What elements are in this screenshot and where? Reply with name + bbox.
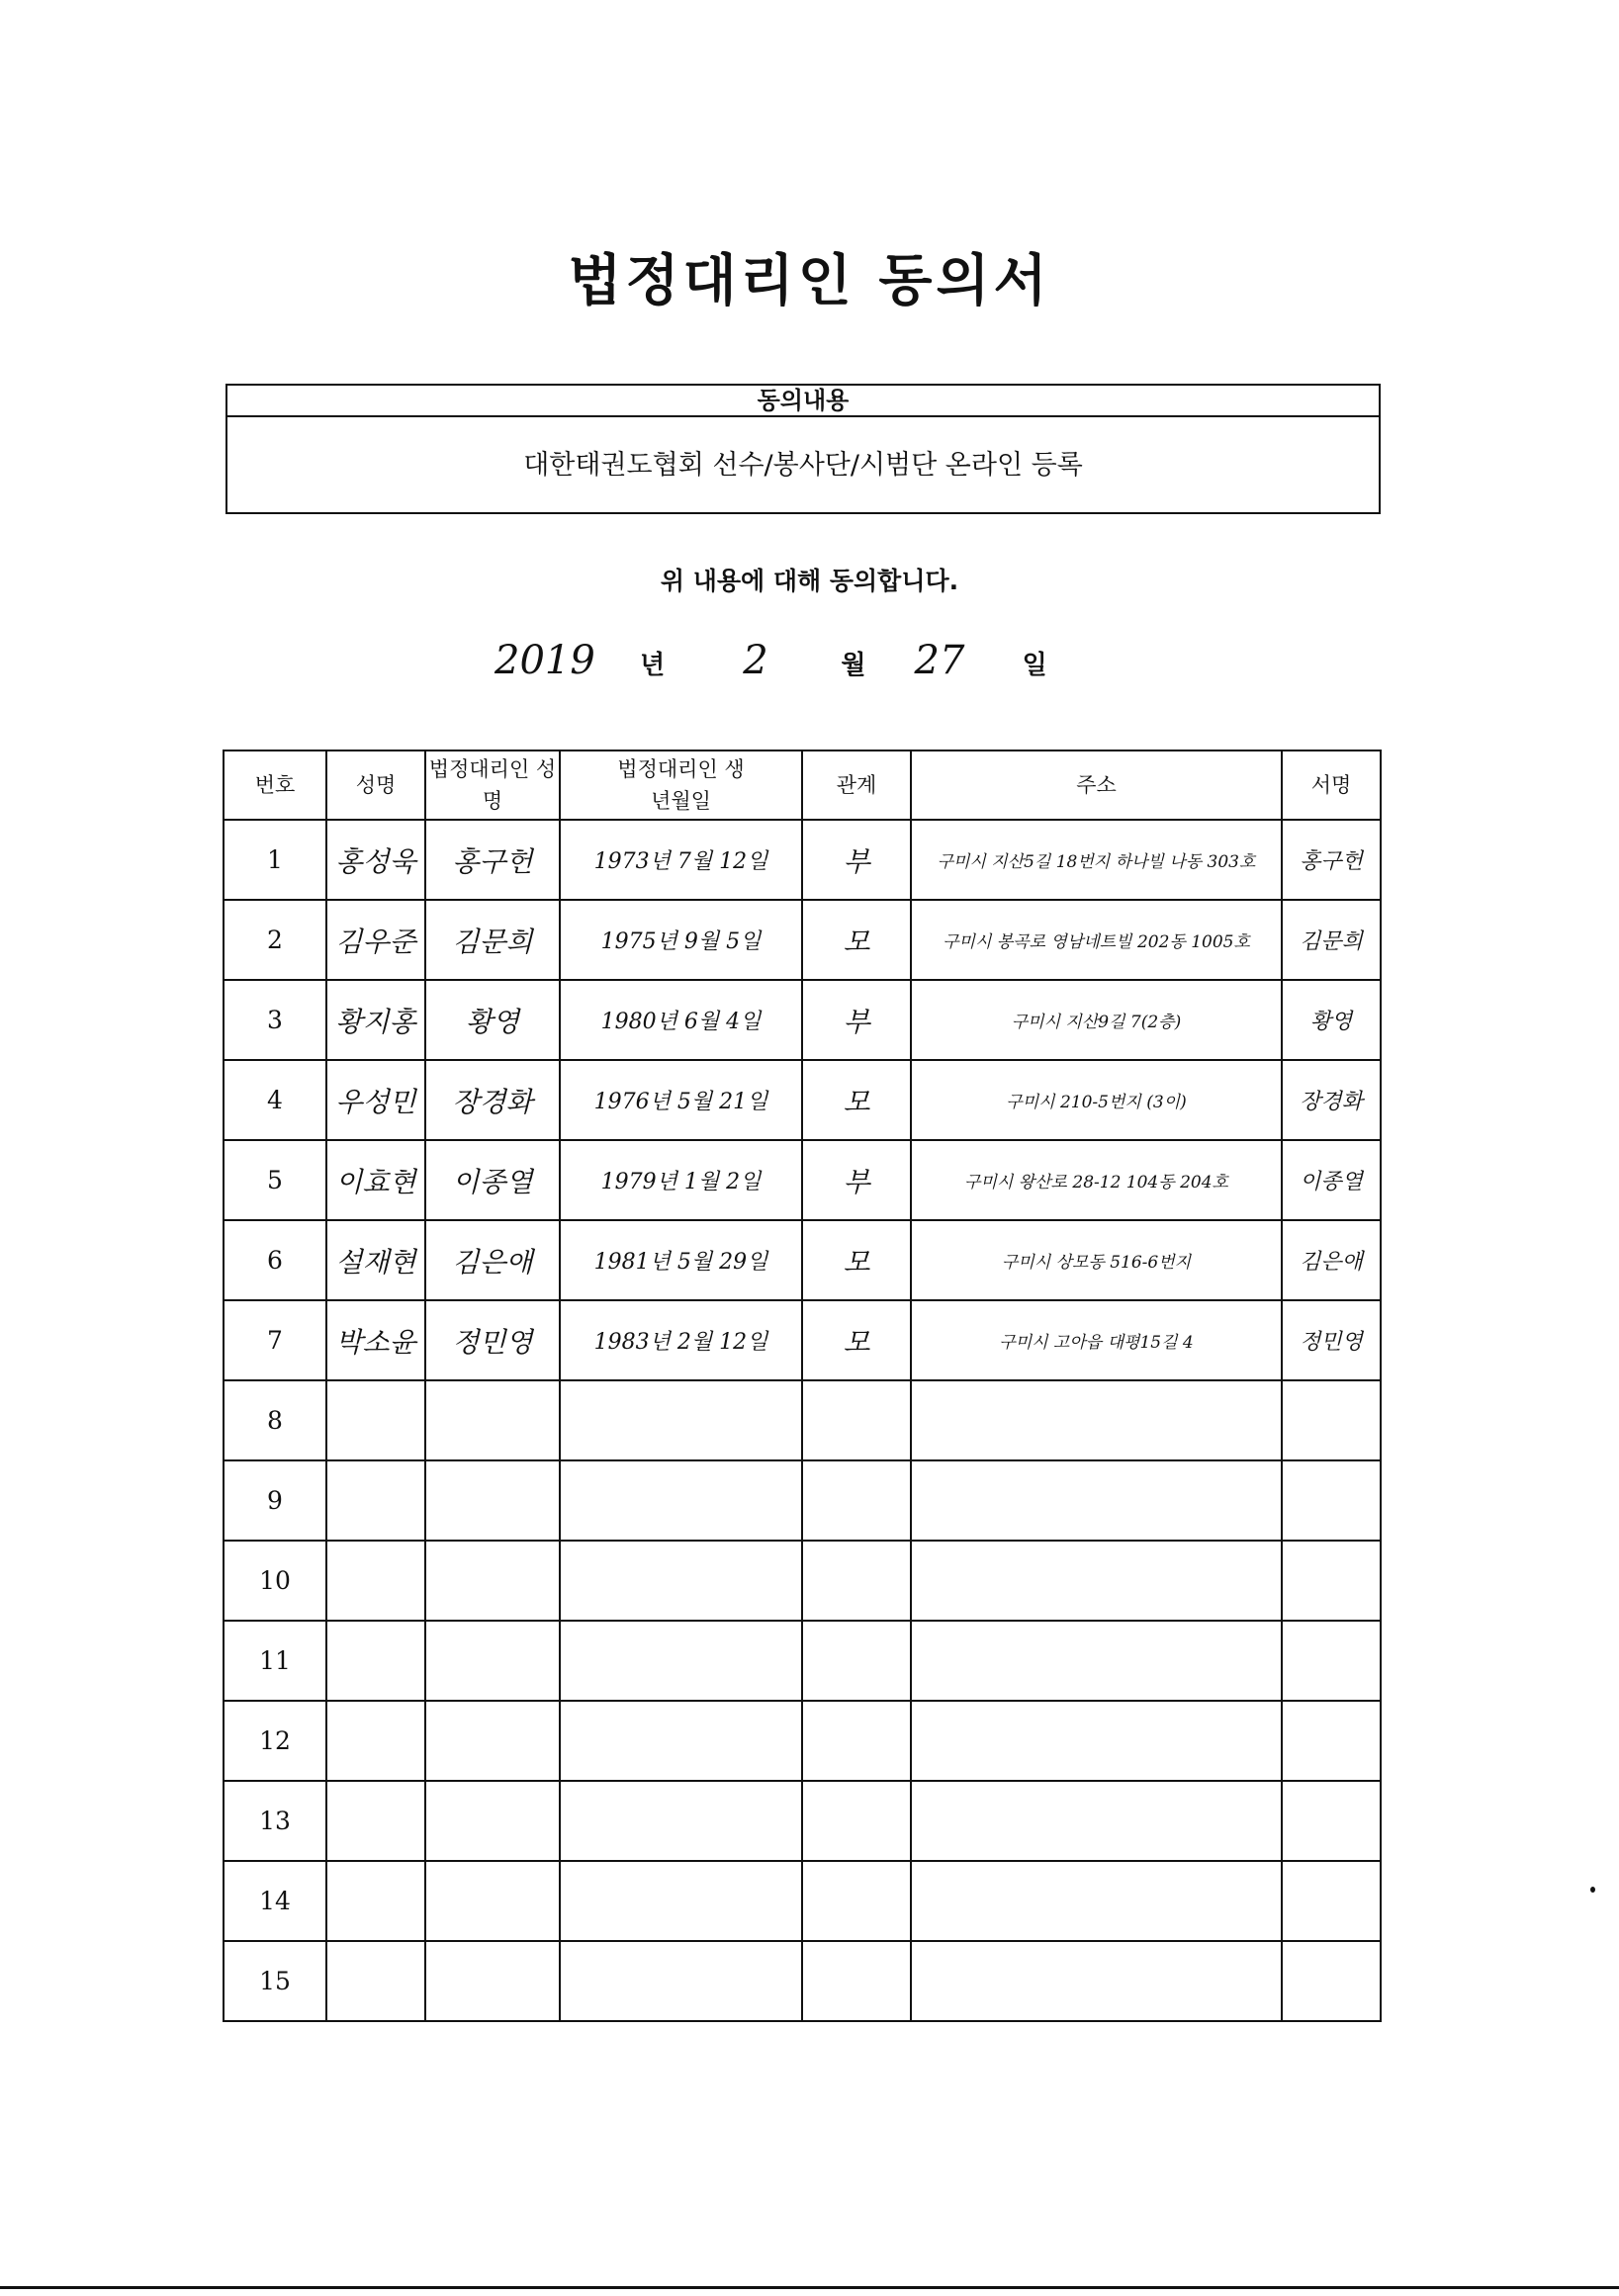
row-name: 황지홍 (326, 980, 425, 1060)
row-name (326, 1541, 425, 1621)
table-row (224, 1541, 1381, 1621)
row-signature (1282, 1781, 1381, 1861)
row-relation: 모 (802, 1220, 911, 1300)
row-guardian-name: 김문희 (425, 900, 560, 980)
guardian-table (223, 750, 1382, 2022)
row-relation: 모 (802, 1300, 911, 1380)
row-guardian-name (425, 1541, 560, 1621)
row-signature (1282, 1861, 1381, 1941)
row-guardian-name (425, 1781, 560, 1861)
row-name: 이효현 (326, 1140, 425, 1220)
row-guardian-name: 정민영 (425, 1300, 560, 1380)
row-address: 구미시 왕산로 28-12 104동 204호 (911, 1140, 1282, 1220)
row-address: 구미시 상모동 516-6번지 (911, 1220, 1282, 1300)
date-year: 2019 (495, 638, 595, 683)
row-address (911, 1621, 1282, 1701)
row-num: 13 (224, 1781, 326, 1861)
page-title: 법정대리인 동의서 (568, 249, 1051, 313)
row-address (911, 1781, 1282, 1861)
row-relation (802, 1861, 911, 1941)
header-name: 성명 (326, 751, 425, 820)
date-day-unit: 일 (1022, 651, 1047, 680)
table-row (224, 980, 1381, 1060)
row-address (911, 1541, 1282, 1621)
row-name (326, 1781, 425, 1861)
date-month: 2 (743, 638, 768, 683)
row-num: 8 (224, 1380, 326, 1460)
row-guardian-name (425, 1380, 560, 1460)
row-name (326, 1941, 425, 2021)
header-address: 주소 (911, 751, 1282, 820)
row-guardian-birth: 1981년 5월 29일 (560, 1220, 802, 1300)
row-guardian-birth (560, 1541, 802, 1621)
row-signature: 장경화 (1282, 1060, 1381, 1140)
row-guardian-birth: 1983년 2월 12일 (560, 1300, 802, 1380)
row-name: 우성민 (326, 1060, 425, 1140)
table-row (224, 1621, 1381, 1701)
table-row (224, 1140, 1381, 1220)
header-num: 번호 (224, 751, 326, 820)
row-signature (1282, 1701, 1381, 1781)
row-relation (802, 1380, 911, 1460)
row-num: 1 (224, 820, 326, 900)
row-name: 설재현 (326, 1220, 425, 1300)
row-signature: 김은애 (1282, 1220, 1381, 1300)
table-header-row (224, 751, 1381, 820)
row-address: 구미시 210-5번지 (3이) (911, 1060, 1282, 1140)
row-num: 3 (224, 980, 326, 1060)
row-relation (802, 1781, 911, 1861)
row-address: 구미시 고아읍 대평15길 4 (911, 1300, 1282, 1380)
row-relation (802, 1460, 911, 1541)
row-num: 5 (224, 1140, 326, 1220)
row-guardian-name: 장경화 (425, 1060, 560, 1140)
consent-box-header: 동의내용 (227, 386, 1379, 417)
row-signature: 황영 (1282, 980, 1381, 1060)
row-guardian-name (425, 1460, 560, 1541)
row-guardian-name: 이종열 (425, 1140, 560, 1220)
row-name (326, 1701, 425, 1781)
row-num: 14 (224, 1861, 326, 1941)
row-guardian-birth: 1976년 5월 21일 (560, 1060, 802, 1140)
row-signature (1282, 1460, 1381, 1541)
row-guardian-name (425, 1941, 560, 2021)
row-guardian-name (425, 1701, 560, 1781)
row-name (326, 1460, 425, 1541)
row-guardian-name (425, 1621, 560, 1701)
table-row (224, 820, 1381, 900)
row-name: 박소윤 (326, 1300, 425, 1380)
row-address (911, 1460, 1282, 1541)
row-address: 구미시 지산5길 18번지 하나빌 나동 303호 (911, 820, 1282, 900)
row-signature (1282, 1541, 1381, 1621)
row-relation (802, 1541, 911, 1621)
table-row (224, 1300, 1381, 1380)
row-guardian-birth (560, 1380, 802, 1460)
row-num: 2 (224, 900, 326, 980)
row-guardian-birth (560, 1781, 802, 1861)
row-signature: 정민영 (1282, 1300, 1381, 1380)
consent-box-content: 대한태권도협회 선수/봉사단/시범단 온라인 등록 (523, 450, 1083, 481)
table-row (224, 1220, 1381, 1300)
row-num: 7 (224, 1300, 326, 1380)
row-name: 김우준 (326, 900, 425, 980)
row-name: 홍성욱 (326, 820, 425, 900)
table-row (224, 1941, 1381, 2021)
row-relation: 모 (802, 900, 911, 980)
scan-speck (1590, 1887, 1595, 1893)
date-month-unit: 월 (841, 651, 866, 680)
row-num: 4 (224, 1060, 326, 1140)
row-guardian-birth: 1975년 9월 5일 (560, 900, 802, 980)
date-year-unit: 년 (640, 651, 666, 680)
row-address (911, 1941, 1282, 2021)
row-address (911, 1701, 1282, 1781)
row-guardian-name: 홍구헌 (425, 820, 560, 900)
row-name (326, 1380, 425, 1460)
table-row (224, 1701, 1381, 1781)
table-row (224, 1380, 1381, 1460)
row-signature: 이종열 (1282, 1140, 1381, 1220)
table-row (224, 1460, 1381, 1541)
row-address: 구미시 봉곡로 영남네트빌 202동 1005호 (911, 900, 1282, 980)
row-address: 구미시 지산9길 7(2층) (911, 980, 1282, 1060)
row-relation (802, 1701, 911, 1781)
row-num: 15 (224, 1941, 326, 2021)
row-num: 11 (224, 1621, 326, 1701)
row-relation: 부 (802, 980, 911, 1060)
header-signature: 서명 (1282, 751, 1381, 820)
row-guardian-birth: 1979년 1월 2일 (560, 1140, 802, 1220)
header-guardian-birth: 법정대리인 생년월일 (560, 751, 802, 820)
row-num: 6 (224, 1220, 326, 1300)
row-relation: 모 (802, 1060, 911, 1140)
row-num: 10 (224, 1541, 326, 1621)
scan-edge-line (0, 2286, 1619, 2289)
row-signature (1282, 1941, 1381, 2021)
row-guardian-birth (560, 1941, 802, 2021)
agreement-text: 위 내용에 대해 동의합니다. (660, 567, 959, 595)
row-address (911, 1380, 1282, 1460)
row-signature: 홍구헌 (1282, 820, 1381, 900)
row-signature (1282, 1621, 1381, 1701)
signing-date (495, 638, 1047, 683)
row-name (326, 1621, 425, 1701)
row-guardian-name (425, 1861, 560, 1941)
row-guardian-birth: 1973년 7월 12일 (560, 820, 802, 900)
row-guardian-birth: 1980년 6월 4일 (560, 980, 802, 1060)
date-day: 27 (914, 638, 965, 683)
row-guardian-name: 김은애 (425, 1220, 560, 1300)
consent-box (225, 384, 1381, 514)
row-signature (1282, 1380, 1381, 1460)
row-relation: 부 (802, 820, 911, 900)
table-row (224, 1060, 1381, 1140)
header-relation: 관계 (802, 751, 911, 820)
row-guardian-name: 황영 (425, 980, 560, 1060)
row-num: 9 (224, 1460, 326, 1541)
row-relation (802, 1941, 911, 2021)
table-row (224, 900, 1381, 980)
row-guardian-birth (560, 1861, 802, 1941)
table-row (224, 1861, 1381, 1941)
row-signature: 김문희 (1282, 900, 1381, 980)
row-guardian-birth (560, 1701, 802, 1781)
row-relation: 부 (802, 1140, 911, 1220)
row-name (326, 1861, 425, 1941)
row-relation (802, 1621, 911, 1701)
row-guardian-birth (560, 1621, 802, 1701)
header-guardian-name: 법정대리인 성명 (425, 751, 560, 820)
row-address (911, 1861, 1282, 1941)
row-num: 12 (224, 1701, 326, 1781)
row-guardian-birth (560, 1460, 802, 1541)
table-row (224, 1781, 1381, 1861)
